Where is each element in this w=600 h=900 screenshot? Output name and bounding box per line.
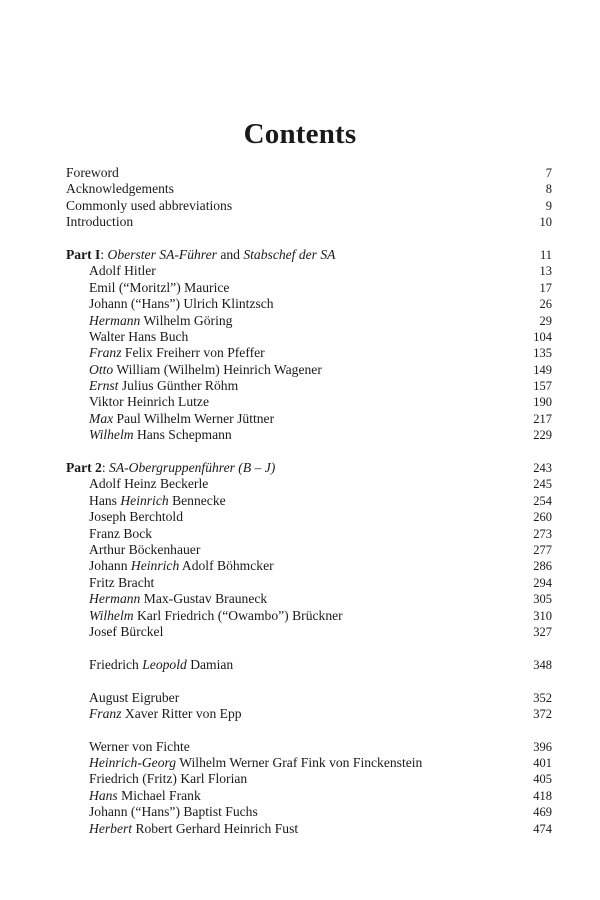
toc-page-number: 474 [533, 821, 552, 836]
toc-page-number: 405 [533, 772, 552, 787]
toc-entry-text: Introduction [66, 214, 134, 230]
toc-entry-abbreviations[interactable] [66, 198, 552, 214]
toc-entry[interactable] [66, 821, 552, 837]
toc-entry-text: Hermann Wilhelm Göring [89, 312, 233, 328]
toc-entry-text: Hans Michael Frank [89, 787, 201, 803]
toc-entry-given-name: Franz [89, 705, 122, 721]
toc-page-number: 260 [533, 510, 552, 525]
toc-entry[interactable] [66, 558, 552, 574]
part-title: Oberster SA-Führer [107, 246, 217, 262]
toc-entry-given-name: Otto [89, 361, 114, 377]
toc-entry-given-name: Ernst [89, 378, 119, 394]
toc-page-number: 327 [533, 624, 552, 639]
toc-entry-text: Franz Xaver Ritter von Epp [89, 705, 242, 721]
toc-part-1-heading[interactable]: Part I: Oberster SA-Führer and Stabschef der SA 11 [66, 246, 552, 262]
part-label: Part I [66, 246, 101, 262]
toc-part-2-heading[interactable]: Part 2: SA-Obergruppenführer (B – J) 243 [66, 460, 552, 476]
toc-entry-text: Friedrich (Fritz) Karl Florian [89, 771, 248, 787]
toc-page-number: 7 [545, 166, 552, 180]
toc-page-number: 418 [533, 788, 552, 803]
toc-page-number: 8 [545, 182, 552, 197]
toc-entry-given-name: Wilhelm [89, 607, 134, 623]
toc-entry[interactable] [66, 755, 552, 771]
toc-entry[interactable] [66, 394, 552, 410]
toc-entry[interactable] [66, 362, 552, 378]
toc-entry[interactable] [66, 526, 552, 542]
toc-page-number: 348 [533, 657, 552, 672]
toc-entry-text: Adolf Heinz Beckerle [89, 476, 209, 492]
toc-entry-given-name: Heinrich [120, 492, 169, 508]
toc-entry-text: Otto William (Wilhelm) Heinrich Wagener [89, 361, 322, 377]
toc-page-number: 26 [539, 297, 552, 312]
toc-entry[interactable] [66, 542, 552, 558]
toc-entry-text: Viktor Heinrich Lutze [89, 394, 209, 410]
part-label: Part 2 [66, 460, 102, 476]
toc-entry-text: Acknowledgements [66, 181, 174, 197]
toc-entry-given-name: Heinrich-Georg [89, 755, 177, 771]
toc-page-number: 469 [533, 805, 552, 820]
toc-page-number: 396 [533, 739, 552, 754]
toc-entry-acknowledgements[interactable] [66, 181, 552, 197]
toc-entry[interactable] [66, 509, 552, 525]
part-title: Stabschef der SA [243, 246, 336, 262]
toc-entry[interactable] [66, 493, 552, 509]
toc-entry-text: August Eigruber [89, 689, 180, 705]
toc-entry-text: Johann (“Hans”) Baptist Fuchs [89, 804, 258, 820]
toc-page-number: 157 [533, 379, 552, 394]
toc-page-number: 104 [533, 329, 552, 344]
toc-page-number: 217 [533, 411, 552, 426]
toc-page-number: 9 [545, 198, 552, 213]
toc-page-number: 245 [533, 477, 552, 492]
toc-page-number: 372 [533, 706, 552, 721]
toc-entry-foreword[interactable] [66, 165, 552, 181]
toc-entry[interactable] [66, 345, 552, 361]
toc-page-number: 254 [533, 493, 552, 508]
toc-entry[interactable] [66, 788, 552, 804]
toc-entry[interactable] [66, 690, 552, 706]
toc-entry-given-name: Leopold [142, 656, 187, 672]
toc-entry-text: Adolf Hitler [89, 263, 156, 279]
part-title: SA-Obergruppenführer (B – J) [109, 460, 276, 476]
toc-page-number: 17 [539, 280, 552, 295]
toc-page-number: 305 [533, 592, 552, 607]
toc-entry-given-name: Hermann [89, 591, 141, 607]
toc-entry-given-name: Max [89, 410, 114, 426]
toc-page-number: 190 [533, 395, 552, 410]
table-of-contents [66, 165, 552, 837]
toc-entry-text: Walter Hans Buch [89, 328, 189, 344]
toc-entry-text: Max Paul Wilhelm Werner Jüttner [89, 410, 275, 426]
toc-entry-introduction[interactable] [66, 214, 552, 230]
toc-entry-text: Friedrich Leopold Damian [89, 656, 234, 672]
toc-entry-text: Herbert Robert Gerhard Heinrich Fust [89, 820, 299, 836]
toc-entry-text: Hermann Max-Gustav Brauneck [89, 591, 268, 607]
toc-page-number: 11 [539, 247, 552, 262]
toc-entry-text: Heinrich-Georg Wilhelm Werner Graf Fink von Finckenstein [89, 755, 423, 771]
toc-page-number: 10 [539, 215, 552, 230]
toc-entry[interactable] [66, 411, 552, 427]
toc-entry-text: Josef Bürckel [89, 623, 164, 639]
toc-entry-text: Joseph Berchtold [89, 509, 184, 525]
page-title: Contents [243, 118, 357, 150]
toc-entry-text: Arthur Böckenhauer [89, 541, 201, 557]
toc-entry-text: Franz Bock [89, 525, 153, 541]
toc-page-number: 135 [533, 346, 552, 361]
toc-entry[interactable] [66, 575, 552, 591]
toc-entry-text: Hans Heinrich Bennecke [89, 492, 226, 508]
toc-entry[interactable] [66, 608, 552, 624]
toc-page-number: 229 [533, 428, 552, 443]
toc-entry-text: Johann Heinrich Adolf Böhmcker [89, 558, 274, 574]
toc-page-number: 294 [533, 575, 552, 590]
toc-page-number: 149 [533, 362, 552, 377]
toc-entry-given-name: Heinrich [130, 558, 180, 574]
toc-entry[interactable] [66, 427, 552, 443]
toc-entry[interactable] [66, 296, 552, 312]
toc-page-number: 29 [539, 313, 552, 328]
toc-entry[interactable] [66, 329, 552, 345]
toc-page-number: 13 [539, 264, 552, 279]
toc-entry[interactable] [66, 280, 552, 296]
toc-entry-given-name: Wilhelm [89, 427, 134, 443]
toc-entry-text: Foreword [66, 165, 119, 180]
toc-entry-given-name: Franz [89, 345, 122, 361]
toc-entry-given-name: Hans [89, 787, 118, 803]
toc-page-number: 352 [533, 690, 552, 705]
toc-page-number: 243 [533, 461, 552, 476]
toc-page-number: 277 [533, 542, 552, 557]
toc-entry[interactable] [66, 591, 552, 607]
toc-page-number: 273 [533, 526, 552, 541]
toc-entry[interactable] [66, 706, 552, 722]
toc-entry[interactable] [66, 739, 552, 755]
toc-page-number: 401 [533, 756, 552, 771]
toc-entry[interactable] [66, 263, 552, 279]
toc-entry-text: Franz Felix Freiherr von Pfeffer [89, 345, 265, 361]
toc-page-number: 310 [533, 608, 552, 623]
toc-entry-text: Wilhelm Hans Schepmann [89, 427, 232, 443]
toc-entry-given-name: Hermann [89, 312, 141, 328]
toc-entry-text: Commonly used abbreviations [66, 197, 233, 213]
toc-entry[interactable] [66, 476, 552, 492]
toc-page-number: 286 [533, 559, 552, 574]
toc-entry-given-name: Herbert [89, 820, 133, 836]
toc-entry[interactable] [66, 804, 552, 820]
toc-entry-text: Wilhelm Karl Friedrich (“Owambo”) Brückner [89, 607, 343, 623]
toc-entry-text: Werner von Fichte [89, 738, 190, 754]
toc-entry-text: Fritz Bracht [89, 574, 155, 590]
toc-entry-text: Ernst Julius Günther Röhm [89, 378, 239, 394]
toc-entry[interactable] [66, 313, 552, 329]
toc-entry[interactable] [66, 771, 552, 787]
toc-entry-text: Emil (“Moritzl”) Maurice [89, 279, 230, 295]
toc-entry[interactable] [66, 624, 552, 640]
toc-entry[interactable] [66, 378, 552, 394]
toc-entry-text: Johann (“Hans”) Ulrich Klintzsch [89, 296, 274, 312]
toc-entry[interactable] [66, 657, 552, 673]
